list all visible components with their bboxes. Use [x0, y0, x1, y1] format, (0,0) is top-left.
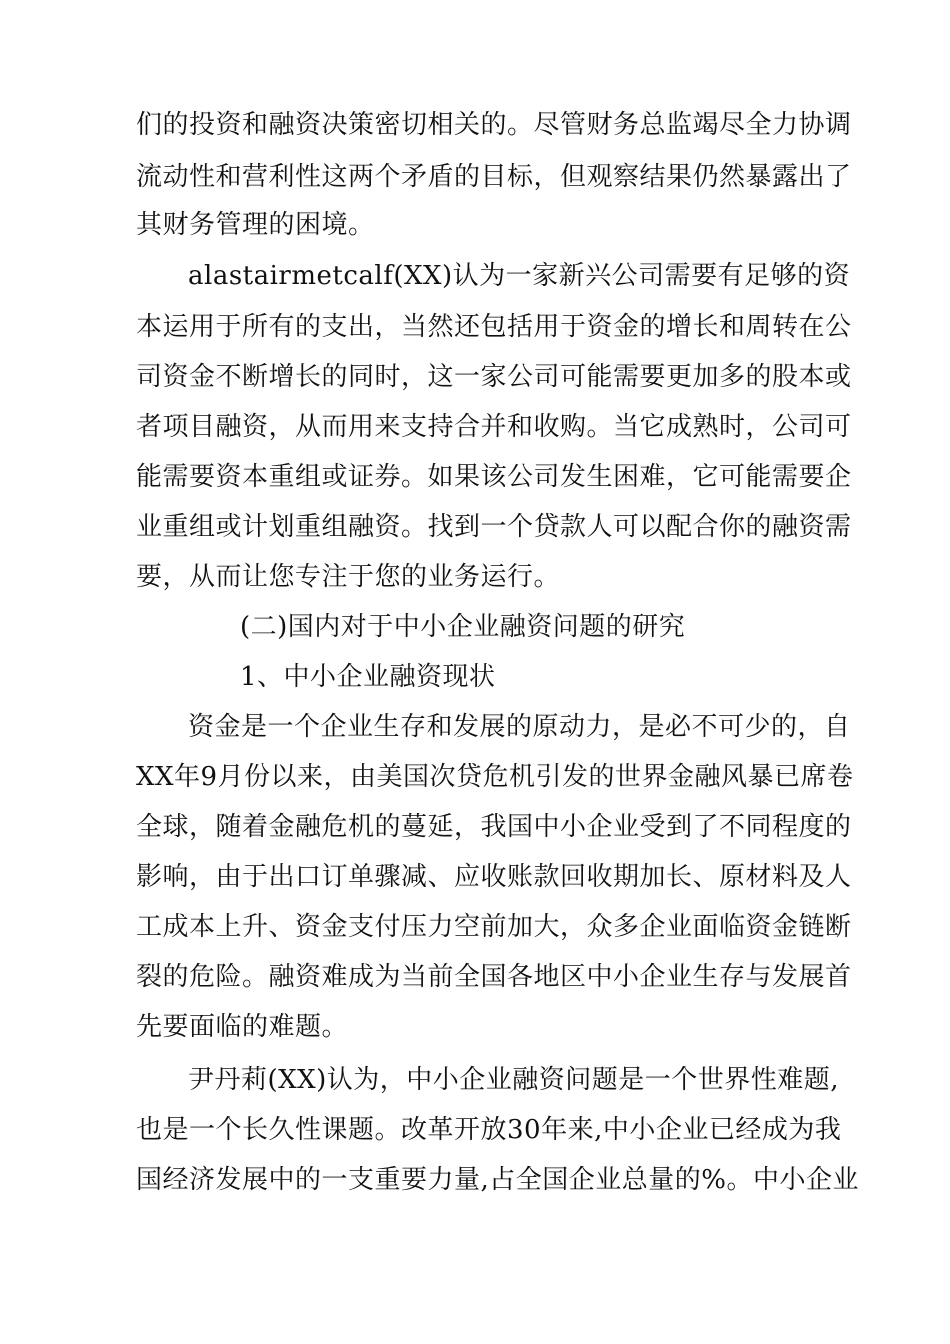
body-text-line: 裂的危险。融资难成为当前全国各地区中小企业生存与发展首 — [136, 962, 852, 992]
body-text-line: 其财务管理的困境。 — [136, 210, 375, 240]
subsection-heading: 1、中小企业融资现状 — [240, 662, 496, 692]
body-text-line: 也是一个长久性课题。改革开放30年来,中小企业已经成为我 — [136, 1115, 842, 1145]
body-text-line: 工成本上升、资金支付压力空前加大，众多企业面临资金链断 — [136, 912, 852, 942]
body-text-line: 流动性和营利性这两个矛盾的目标，但观察结果仍然暴露出了 — [136, 162, 852, 192]
body-text-line: 们的投资和融资决策密切相关的。尽管财务总监竭尽全力协调 — [136, 110, 852, 140]
body-text-line: 业重组或计划重组融资。找到一个贷款人可以配合你的融资需 — [136, 512, 852, 542]
body-text-line: 国经济发展中的一支重要力量,占全国企业总量的%。中小企业 — [136, 1165, 859, 1195]
section-heading: (二)国内对于中小企业融资问题的研究 — [240, 612, 686, 642]
body-text-line: 司资金不断增长的同时，这一家公司可能需要更加多的股本或 — [136, 362, 852, 392]
body-text-line: XX年9月份以来，由美国次贷危机引发的世界金融风暴已席卷 — [136, 762, 854, 792]
body-text-line: 全球，随着金融危机的蔓延，我国中小企业受到了不同程度的 — [136, 812, 852, 842]
body-text-line: 要，从而让您专注于您的业务运行。 — [136, 562, 561, 592]
body-text-line: 先要面临的难题。 — [136, 1012, 349, 1042]
body-text-line: 能需要资本重组或证券。如果该公司发生困难，它可能需要企 — [136, 462, 852, 492]
body-text-line: 尹丹莉(XX)认为，中小企业融资问题是一个世界性难题, — [188, 1065, 840, 1095]
body-text-line: alastairmetcalf(XX)认为一家新兴公司需要有足够的资 — [188, 261, 851, 291]
body-text-line: 影响，由于出口订单骤减、应收账款回收期加长、原材料及人 — [136, 862, 852, 892]
body-text-line: 者项目融资，从而用来支持合并和收购。当它成熟时，公司可 — [136, 412, 852, 442]
body-text-line: 资金是一个企业生存和发展的原动力，是必不可少的，自 — [188, 712, 851, 742]
body-text-line: 本运用于所有的支出，当然还包括用于资金的增长和周转在公 — [136, 312, 852, 342]
